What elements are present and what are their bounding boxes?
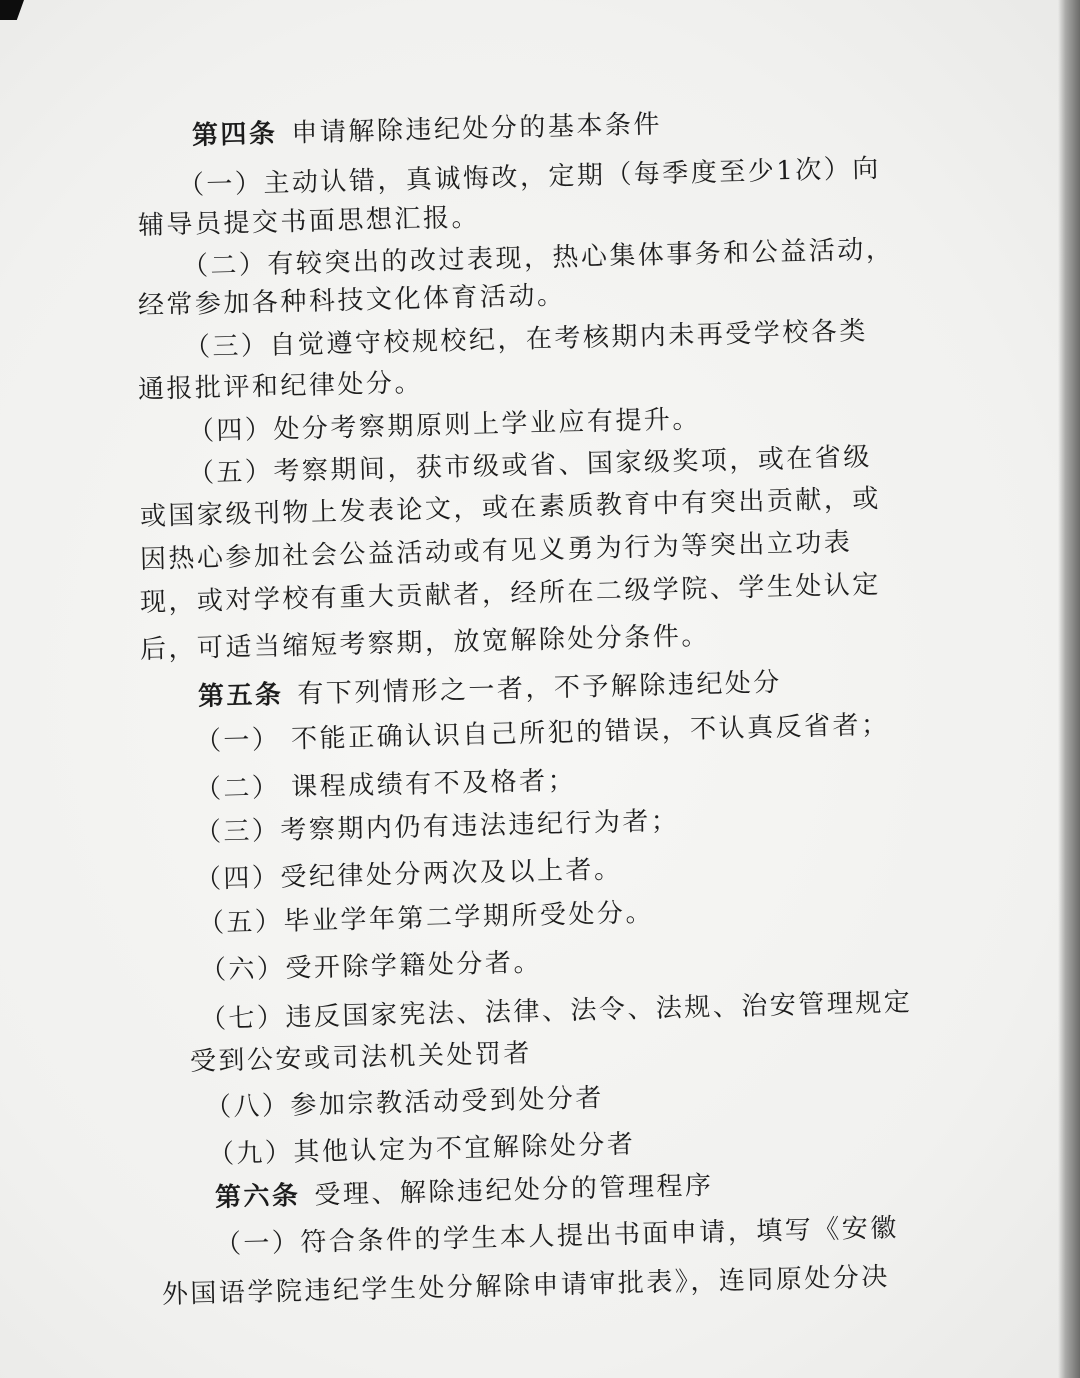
article-heading xyxy=(192,108,663,153)
text-line: 现，或对学校有重大贡献者，经所在二级学院、学生处认定 xyxy=(139,569,882,618)
text-line: 外国语学院违纪学生处分解除申请审批表》，连同原处分决 xyxy=(161,1262,891,1310)
text-line: 辅导员提交书面思想汇报。 xyxy=(137,202,481,241)
text-line: （八）参加宗教活动受到处分者 xyxy=(204,1083,605,1123)
text-line: （一）主动认错，真诚悔改，定期（每季度至少1次）向 xyxy=(177,153,882,201)
text-line: （一） 不能正确认识自己所犯的错误，不认真反省者； xyxy=(194,710,890,757)
article-label: 第四条 xyxy=(191,118,278,151)
text-line: （五）考察期间，获市级或省、国家级奖项，或在省级 xyxy=(187,442,873,489)
text-line: （五）毕业学年第二学期所受处分。 xyxy=(197,897,655,939)
text-line: 或国家级刊物上发表论文，或在素质教育中有突出贡献，或 xyxy=(139,483,882,532)
article-heading xyxy=(215,1169,714,1215)
text-line: （四）处分考察期原则上学业应有提升。 xyxy=(187,404,702,447)
article-title: 有下列情形之一者，不予解除违纪处分 xyxy=(297,667,783,710)
text-line: （七）违反国家宪法、法律、法令、法规、治安管理规定 xyxy=(199,987,913,1035)
text-line: （二） 课程成绩有不及格者； xyxy=(194,765,577,805)
text-line: 受到公安或司法机关处罚者 xyxy=(189,1038,533,1077)
article-title: 受理、解除违纪处分的管理程序 xyxy=(314,1170,714,1211)
text-line: 因热心参加社会公益活动或有见义勇为行为等突出立功表 xyxy=(139,527,853,575)
scan-edge-shadow xyxy=(1058,0,1080,1378)
text-line: （二）有较突出的改过表现，热心集体事务和公益活动， xyxy=(181,234,895,282)
text-line: （三）自觉遵守校规校纪，在考核期内未再受学校各类 xyxy=(183,316,869,363)
text-line: （九）其他认定为不宜解除处分者 xyxy=(207,1129,636,1170)
article-label: 第六条 xyxy=(214,1180,301,1213)
text-line: （六）受开除学籍处分者。 xyxy=(199,947,543,986)
scan-corner-mark xyxy=(0,0,24,20)
text-line: （一）符合条件的学生本人提出书面申请，填写《安徽 xyxy=(214,1213,900,1260)
article-heading xyxy=(198,666,783,714)
article-label: 第五条 xyxy=(197,679,284,712)
text-line: 通报批评和纪律处分。 xyxy=(137,368,424,405)
text-line: 后，可适当缩短考察期，放宽解除处分条件。 xyxy=(139,621,711,665)
text-line: 经常参加各种科技文化体育活动。 xyxy=(137,280,566,321)
article-title: 申请解除违纪处分的基本条件 xyxy=(291,109,663,149)
text-line: （四）受纪律处分两次及以上者。 xyxy=(194,854,623,895)
text-line: （三）考察期内仍有违法违纪行为者； xyxy=(194,806,680,848)
